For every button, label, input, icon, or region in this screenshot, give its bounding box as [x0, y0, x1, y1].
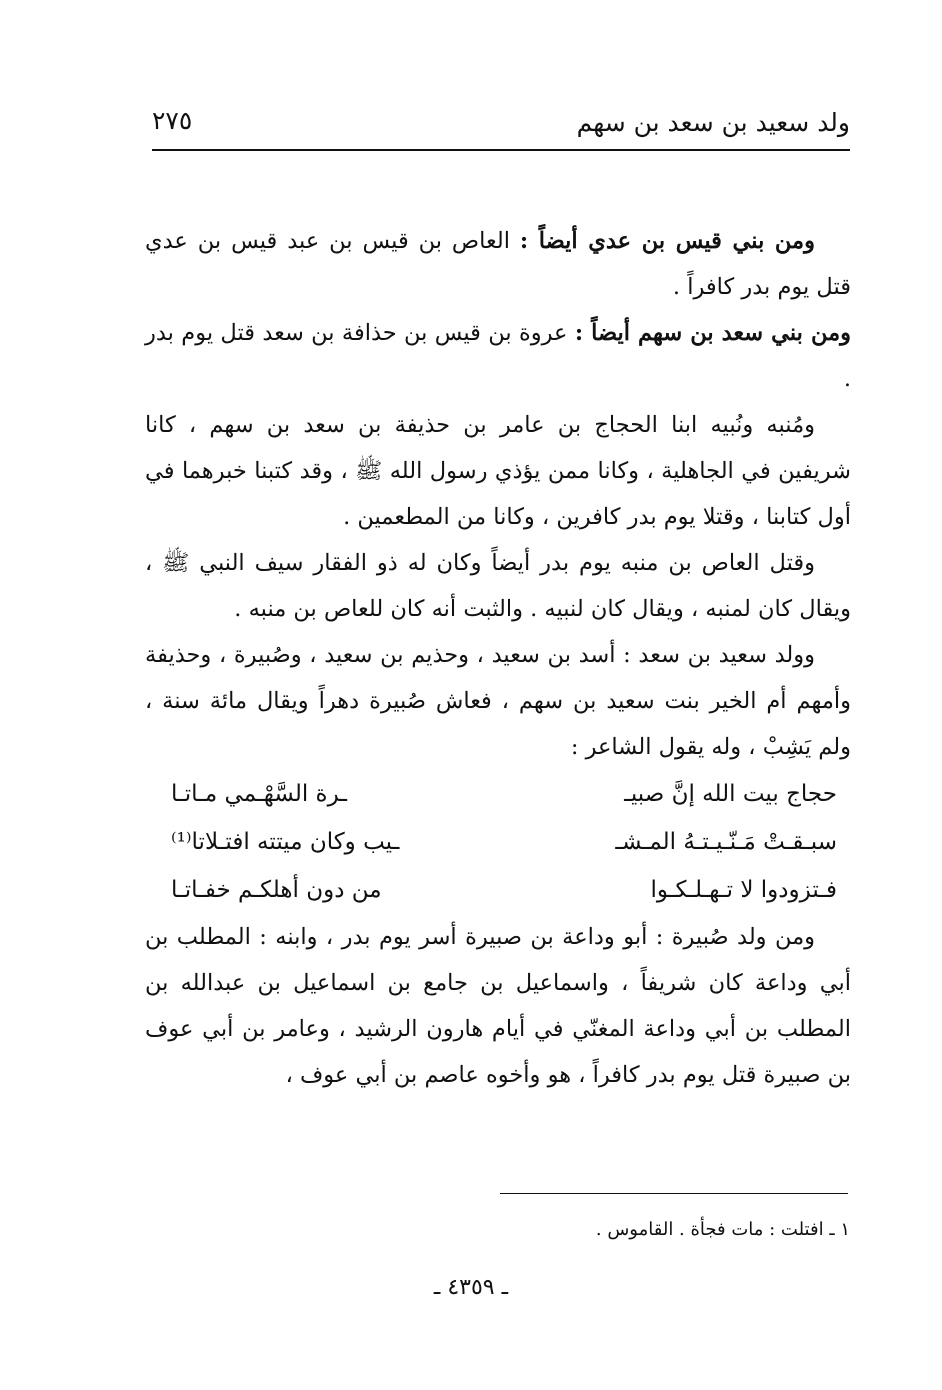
footnote: ١ ـ افتلت : مات فجأة . القاموس . — [595, 1219, 850, 1240]
running-header-page-number: ٢٧٥ — [152, 106, 193, 135]
header-divider — [152, 149, 850, 151]
paragraph-text: ومُنبه ونُبيه ابنا الحجاج بن عامر بن حذيفة بن سعد بن سهم ، كانا شريفين في الجاهلية ، وكانا ممن يؤذي رسول الله ﷺ ، وقد كتبنا خبرهما في أول كتابنا ، وقتلا يوم بدر كافرين ، وكانا من المطعمين . — [145, 412, 851, 530]
paragraph-text: العاص بن قيس بن عبد قيس بن عدي قتل يوم بدر كافراً . — [145, 228, 851, 300]
verse-first-hemistich: سبـقـتْ مَـنّـيـتـهُ المـشـ — [615, 829, 837, 855]
paragraph-text: عروة بن قيس بن حذافة بن سعد قتل يوم بدر . — [145, 320, 851, 392]
verse-second-hemistich: من دون أهلكـم خفـاتـا — [171, 877, 382, 903]
verse-second-hemistich: ـرة السَّهْـمي مـاتـا — [171, 781, 348, 807]
paragraph-lead: ومن بني قيس بن عدي أيضاً : — [519, 228, 815, 254]
verse-first-hemistich: حجاج بيت الله إنَّ صبيـ — [624, 781, 837, 807]
paragraph-text: وقتل العاص بن منبه يوم بدر أيضاً وكان له ذو الفقار سيف النبي ﷺ ، ويقال كان لمنبه ، ويقال كان لنبيه . والثبت أنه كان للعاص بن منبه . — [145, 550, 851, 622]
verse-line — [171, 866, 837, 914]
paragraph-text: وولد سعيد بن سعد : أسد بن سعيد ، وحذيم بن سعيد ، وصُبيرة ، وحذيفة وأمهم أم الخير بنت سعيد بن سهم ، فعاش صُبيرة دهراً ويقال مائة سنة ، ولم يَشِبْ ، وله يقول الشاعر : — [145, 642, 851, 760]
verse-second-hemistich: ـيب وكان ميتته افتـلاتا⁽¹⁾ — [171, 829, 400, 855]
paragraph-dhul-fiqar — [145, 540, 851, 632]
footer-page-number: ـ ٤٣٥٩ ـ — [433, 1275, 509, 1300]
paragraph-munabbih — [145, 402, 851, 540]
paragraph-bani-qais — [145, 218, 851, 310]
paragraph-descendants-of-subaira: ومن ولد صُبيرة : أبو وداعة بن صبيرة أسر يوم بدر ، وابنه : المطلب بن أبي وداعة كان شريفاً ، واسماعيل بن جامع بن اسماعيل بن عبدالله بن المطلب بن أبي وداعة المغنّي في أيام هارون الرشيد ، وعامر بن أبي عوف بن صبيرة قتل يوم بدر كافراً ، هو وأخوه عاصم بن أبي عوف ، — [145, 924, 851, 1088]
footnote-divider — [500, 1193, 848, 1194]
paragraph-sons-of-said — [145, 632, 851, 770]
paragraph-lead: ومن بني سعد بن سهم أيضاً : — [574, 320, 851, 346]
paragraph-bani-saad — [145, 310, 851, 402]
verse-line — [171, 770, 837, 818]
running-header-title: ولد سعيد بن سعد بن سهم — [576, 108, 850, 137]
main-text — [145, 218, 851, 1098]
verse-line — [171, 818, 837, 866]
poem — [145, 770, 851, 914]
verse-first-hemistich: فـتزودوا لا تـهـلـكـوا — [650, 877, 837, 903]
